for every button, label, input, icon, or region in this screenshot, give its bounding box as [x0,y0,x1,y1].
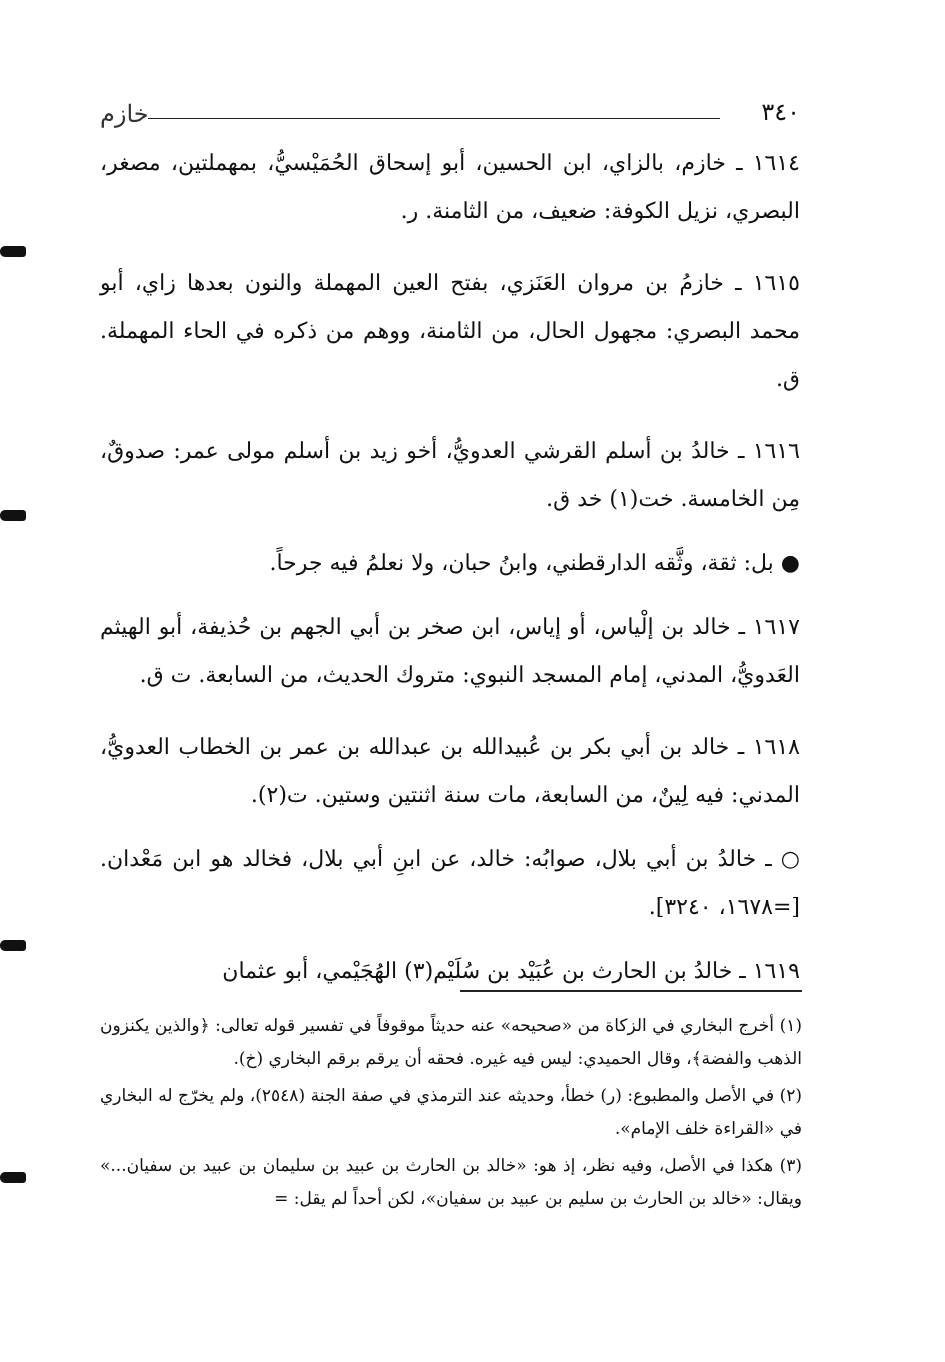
entry-1614: ١٦١٤ ـ خازم، بالزاي، ابن الحسين، أبو إسحاق الحُمَيْسيُّ، بمهملتين، مصغر، البصري، نزيل الكوفة: ضعيف، من الثامنة. ر. [100,151,800,224]
entry-1617: ١٦١٧ ـ خالد بن إلْياس، أو إياس، ابن صخر بن أبي الجهم بن حُذيفة، أبو الهيثم العَدويُّ، المدني، إمام المسجد النبوي: متروك الحديث، من السابعة. ت ق. [100,615,800,688]
binding-hole-mark [0,246,26,257]
entry-1615: ١٦١٥ ـ خازمُ بن مروان العَنَزي، بفتح العين المهملة والنون بعدها زاي، أبو محمد البصري: مجهول الحال، من الثامنة، ووهم من ذكره في الحاء المهملة. ق. [100,271,800,392]
binding-hole-mark [0,940,26,951]
main-text [100,140,800,1020]
footnote-1: (١) أخرج البخاري في الزكاة من «صحيحه» عنه حديثاً موقوفاً في تفسير قوله تعالى: ﴿والذين يكنزون الذهب والفضة﴾، وقال الحميدي: ليس فيه غيره. فحقه أن يرقم برقم البخاري (خ). [100,1016,802,1069]
binding-hole-mark [0,510,26,521]
entry-1619: ١٦١٩ ـ خالدُ بن الحارث بن عُبَيْد بن سُلَيْم(٣) الهُجَيْمي، أبو عثمان [222,959,800,984]
page-header [100,98,800,138]
footnote-2: (٢) في الأصل والمطبوع: (ر) خطأ، وحديثه عند الترمذي في صفة الجنة (٢٥٤٨)، ولم يخرّج له البخاري في «القراءة خلف الإمام». [100,1086,802,1139]
footnotes [100,1010,802,1220]
page-number: ٣٤٠ [761,98,800,126]
addendum-1616: ● بل: ثقة، وثَّقه الدارقطني، وابنُ حبان، ولا نعلمُ فيه جرحاً. [269,551,800,576]
footnote-3: (٣) هكذا في الأصل، وفيه نظر، إذ هو: «خالد بن الحارث بن عبيد بن سليمان بن عبيد بن سفيان...» ويقال: «خالد بن الحارث بن سليم بن عبيد بن سفيان»، لكن أحداً لم يقل: = [100,1156,802,1209]
footnote-separator [460,990,802,992]
header-rule [148,118,720,119]
cross-reference-entry: ○ ـ خالدُ بن أبي بلال، صوابُه: خالد، عن ابنِ أبي بلال، فخالد هو ابن مَعْدان. [=١٦٧٨، ٣٢٤٠]. [100,847,800,920]
entry-1616: ١٦١٦ ـ خالدُ بن أسلم القرشي العدويُّ، أخو زيد بن أسلم مولى عمر: صدوقٌ، مِن الخامسة. خت(١) خد ق. [100,439,800,512]
running-head: خازم [100,100,149,128]
entry-1618: ١٦١٨ ـ خالد بن أبي بكر بن عُبيدالله بن عبدالله بن عمر بن الخطاب العدويُّ، المدني: فيه لِينٌ، من السابعة، مات سنة اثنتين وستين. ت(٢). [100,735,800,808]
binding-hole-mark [0,1172,26,1183]
